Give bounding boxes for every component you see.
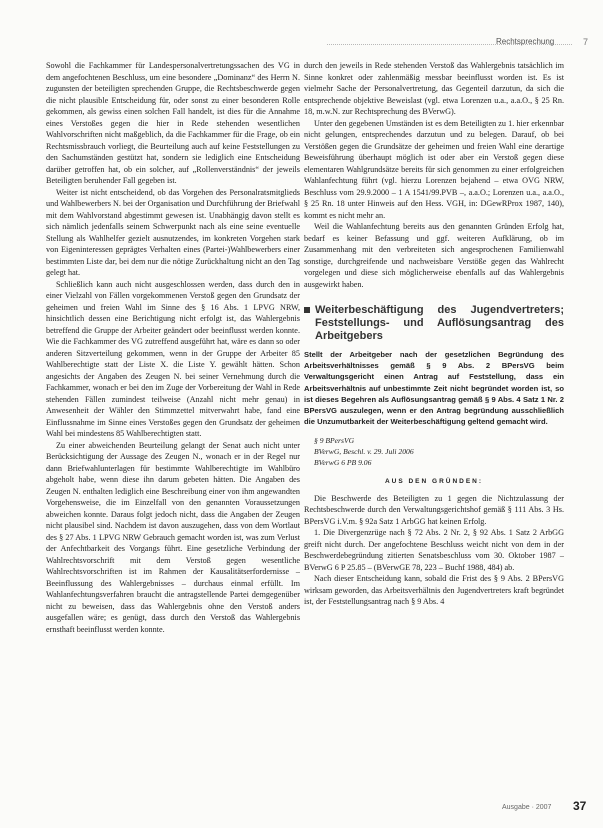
law-reference: § 9 BPersVG xyxy=(314,436,355,446)
left-paragraph-3: Schließlich kann auch nicht ausgeschlossen werden, dass durch den in einer Vielzahl von Fällen vorgekommenen Verstoß gegen den Grundsatz der geheimen und freien Wahl im Sinne des § 16 Abs. 1 LPVG NRW, hinsichtlich dessen eine Berichtigung nicht erfolgt ist, das Wahlergebnis betreffend die Gruppe der Arbeiter geändert oder beeinflusst werden konnte. Wie die Fachkammer des VG zutreffend ausgeführt hat, wäre es dann so oder anderen Sitzverteilung gekommen, wenn in der Gruppe der Arbeiter 85 Wahlberechtigte statt der Liste X. die Liste Y. gewählt hätten. Schon angesichts der Angaben des Zeugen N. bei seiner Vernehmung durch die Fachkammer, wonach er bei den im Zuge der Vorbereitung der Wahl in Rede stehenden Fällen zumindest teilweise (Anzahl nicht mehr genau) in Anwesenheit der Wähler den Stimmzettel mitverwahrt habe, fand eine Einflussnahme im Sinne eines Verstoßes gegen den Grundsatz der geheimen Wahl bei mindestens 85 Wahlberechtigten statt. xyxy=(46,279,300,438)
header-mark: 7 xyxy=(583,37,589,47)
reasons-subhead: AUS DEN GRÜNDEN: xyxy=(384,478,484,486)
left-paragraph-4: Zu einer abweichenden Beurteilung gelangt der Senat auch nicht unter Berücksichtigung der Aussage des Zeugen N., wonach er in der Regel nur dann Briefwahlunterlagen für bestimmte Wahlberechtigte im Wahlbüro abgeholt habe, wenn diese ihn darum gebeten hätten. Die Angaben des Zeugen N. enthalten lediglich eine Beschreibung einer von ihm angewandten Vorgehensweise, die im Einzelfall von den genannten Voraussetzungen abweichen konnte. Daraus folgt jedoch nicht, dass die Angaben der Zeugen nicht plausibel sind. Nachdem ist davon auszugehen, dass von dem Wortlaut des § 27 Abs. 1 LPVG NRW Gebrauch gemacht worden ist, was zum Verlust der Anfechtbarkeit des Vorgangs führt. Eine gesetzliche Verbindung der Wahlrechtsvorschrift mit dem Verstoß gegen wesentliche Wahlrechtsvorschriften ist im Rahmen der Kausalitätserfordernisse – Beeinflussung des Wahlergebnisses – durchaus einmal erfüllt. Im Wahlanfechtungsverfahren braucht die antragstellende Partei demgegenüber nicht zu beweisen, dass das Wahlergebnis ohne den Verstoß anders ausgefallen wäre; es genügt, dass durch den Verstoß das Wahlergebnis ernsthaft beeinflusst werden konnte. xyxy=(46,440,300,634)
court-citation: BVerwG, Beschl. v. 29. Juli 2006 xyxy=(314,447,414,457)
page-number: 37 xyxy=(573,799,587,813)
reasons-paragraph-3: Nach dieser Entscheidung kann, sobald die Frist des § 9 Abs. 2 BPersVG wirksam geworden, das Arbeitsverhältnis den Jugendvertreters kraft begründet ist, der Feststellungsantrag nach § 9 Abs. 4 xyxy=(304,574,564,607)
file-number: BVerwG 6 PB 9.06 xyxy=(314,458,372,468)
right-paragraph-1: durch den jeweils in Rede stehenden Verstoß das Wahlergebnis tatsächlich im Sinne konkret oder zahlenmäßig messbar beeinflusst worden ist. Es ist vielmehr Sache der Personalvertretung, das Gegenteil darzutun, da sich die entsprechende objektive Beweislast (vgl. etwa Lorenzen u.a., a.a.O., § 25 Rn. 18, m.w.N. zur Rechtsprechung des BVerwG). xyxy=(304,61,564,116)
reasons-paragraph-1: Die Beschwerde des Beteiligten zu 1 gegen die Nichtzulassung der Rechtsbeschwerde durch den Verwaltungsgerichtshof gemäß § 111 Abs. 3 Hs. BPersVG i.V.m. § 92a Satz 1 ArbGG hat keinen Erfolg. xyxy=(304,493,564,526)
reasons-paragraph-2: 1. Die Divergenzrüge nach § 72 Abs. 2 Nr. 2, § 92 Abs. 1 Satz 2 ArbGG greift nicht durch. Der angefochtene Beschluss weicht nicht von dem in der Beschwerdebegründung zitierten Senatsbeschluss vom 30. Oktober 1987 – BVerwG 6 P 25.85 – (BVerwGE 78, 223 – Buchf 1988, 484) ab. xyxy=(304,528,564,572)
right-paragraph-2: Unter den gegebenen Umständen ist es dem Beteiligten zu 1. hier erkennbar nicht gelungen, entsprechendes darzutun und zu belegen. Darauf, ob bei Verstößen gegen die Grundsätze der geheimen und freien Wahl eine derartige Beweisführung überhaupt möglich ist oder aber ein Verstoß gegen diese elementaren Wahlgrundsätze bereits für sich genommen zu einer erfolgreichen Wahlanfechtung führt (vgl. hierzu Lorenzen bejahend – etwa OVG NRW, Beschluss vom 29.9.2000 – 1 A 1541/99.PVB –, a.a.O.; Lorenzen u.a., a.a.O., § 25 Rn. 18 unter Hinweis auf den Hess. VGH, in: DGewRProx 1987, 140), kommt es nicht mehr an. xyxy=(304,118,564,220)
left-paragraph-2: Weiter ist nicht entscheidend, ob das Vorgehen des Personalratsmitglieds und Wahlbewerbers N. bei der Organisation und Durchführung der Briefwahl mit dem Wahlvorstand abgestimmt gewesen ist. Unabhängig davon stellt es sich nämlich jedenfalls seinem Schwerpunkt nach als eine seine eventuelle Stellung als Wahlhelfer gezielt ausnutzendes, im konkreten Vorgehen stark von Eigeninteressen geprägtes Verhalten eines (Partei-)Wahlbewerbers einer bestimmten Liste dar, bei dem nur die nötige Zurückhaltung nicht an den Tag gelegt hat. xyxy=(46,187,300,277)
section-heading-text: Weiterbeschäftigung des Jugendvertreters; Feststellungs- und Auflösungsantrag des Arbeitgebers xyxy=(315,304,564,342)
right-column xyxy=(304,60,564,790)
footer-journal-label: Ausgabe · 2007 xyxy=(502,804,552,811)
left-paragraph-1: Sowohl die Fachkammer für Landespersonalvertretungssachen des VG in dem angefochtenen Beschluss, um eine besondere „Dominanz“ des Herrn N. zugunsten der beteiligten sprechenden Gruppe, die Rechtsbeschwerde gegen die nicht plausible Entscheidung für, oder sonst zu einer besonderen Rolle gekommen, als gewiss einen solchen Fall handelt, ist dies für die Annahme eines Verstoßes gegen die hier in Rede stehenden wesentlichen Wahlvorschriften nicht maßgeblich, da die Fachkammer für die Frage, ob ein Rechtsmissbrauch vorliegt, die Beurteilung auch auf keine Feststellungen zu den Sachumständen gestützt hat, sondern sie lediglich eine Entscheidung darüber getroffen hat, ob ein solcher, auf „Rollenverständnis“ der jeweils Beteiligten beruhender Fall gegeben ist. xyxy=(46,61,300,185)
section-heading xyxy=(304,304,564,343)
left-column xyxy=(46,60,300,790)
header-section-label: Rechtsprechung xyxy=(496,37,555,46)
square-bullet-icon xyxy=(304,307,310,313)
right-paragraph-3: Weil die Wahlanfechtung bereits aus den genannten Gründen Erfolg hat, bedarf es keiner Befassung und ggf. weiteren Aufklärung, ob im Zusammenhang mit den verbreiteten sich angesprochenen Familienwahl sonstige, durchgreifende und nachweisbare Verstöße gegen das Wahlrecht vorgelegen und diese sich möglicherweise ebenfalls auf das Wahlergebnis ausgewirkt haben. xyxy=(304,222,564,289)
leitsatz: Stellt der Arbeitgeber nach der gesetzlichen Begründung des Arbeitsverhältnisses gemäß § 9 Abs. 2 BPersVG beim Verwaltungsgericht einen Antrag auf Feststellung, dass ein Arbeitsverhältnis auf unbestimmte Zeit nicht begründet worden ist, so ist dieses Begehren als Auflösungsantrag gemäß § 9 Abs. 4 Satz 1 Nr. 2 BPersVG auszulegen, wenn er den Antrag begründung ausschließlich die Unzumutbarkeit der Weiterbeschäftigung geltend gemacht wird. xyxy=(304,350,564,427)
